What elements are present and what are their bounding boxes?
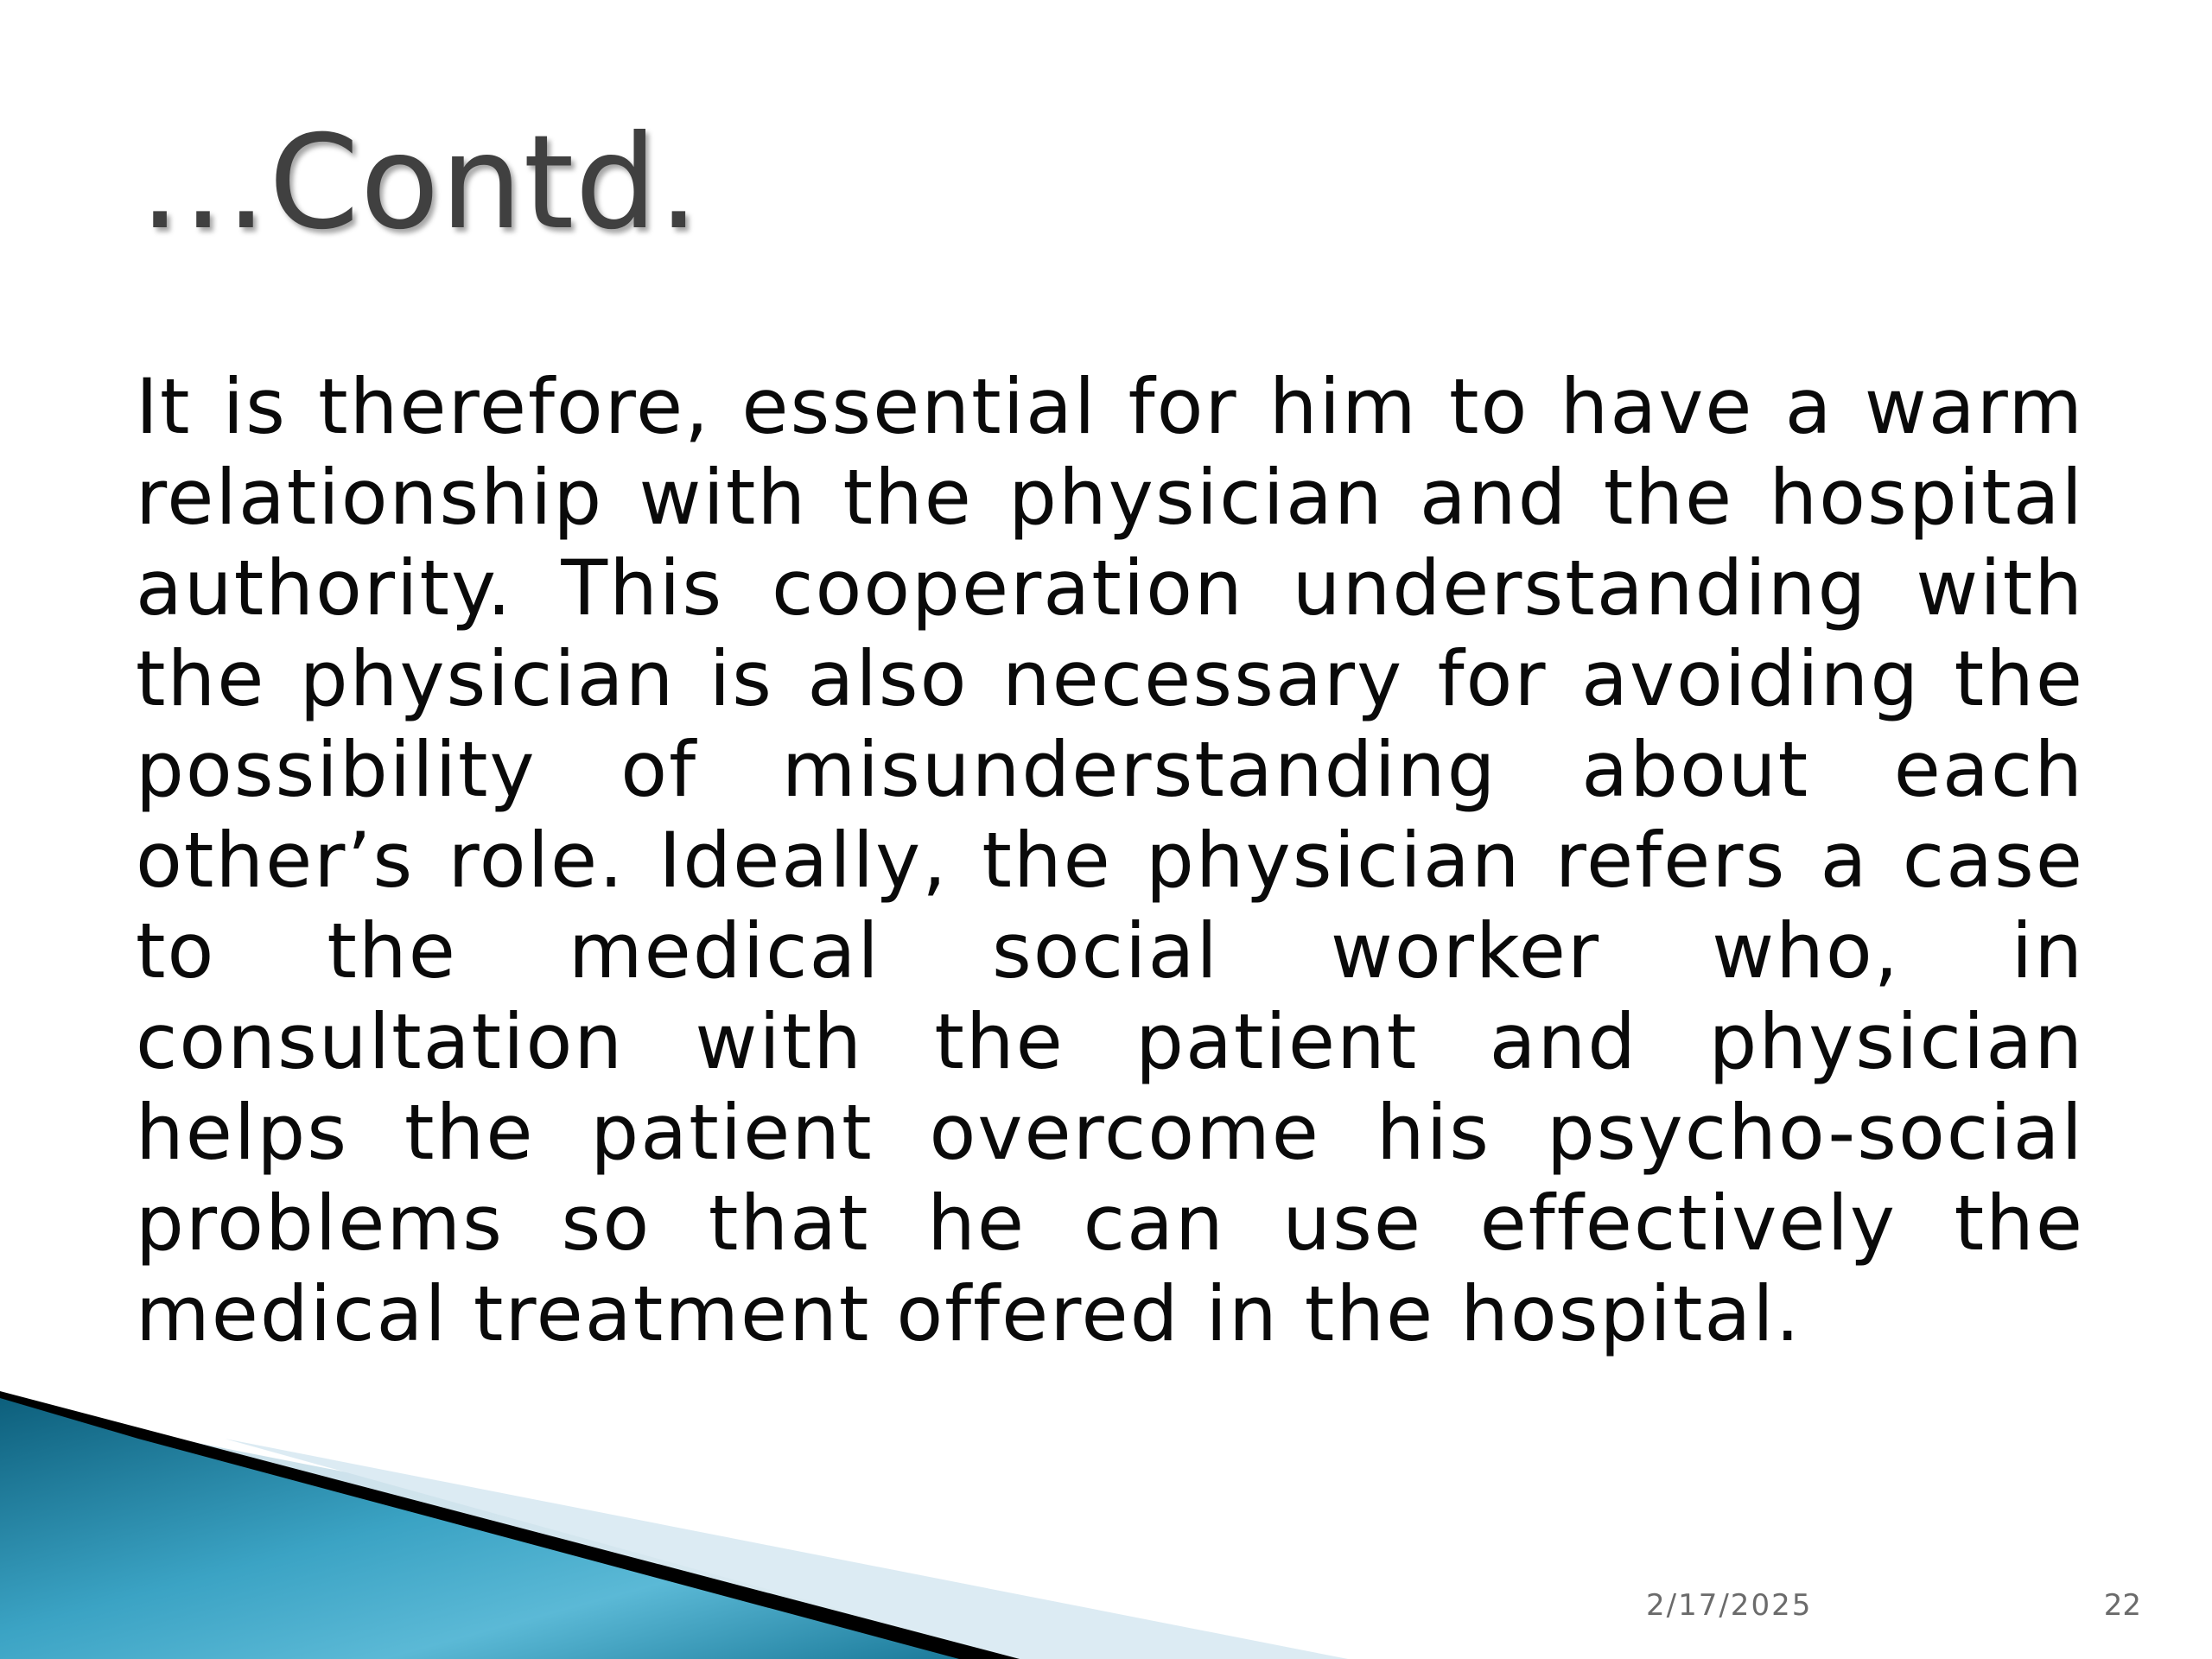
light-sweep-shape: [0, 1404, 1296, 1659]
slide-title: …Contd.: [138, 108, 701, 258]
slide-number: 22: [2103, 1588, 2141, 1623]
dark-sweep-shape: [0, 1391, 1020, 1659]
slide-body-text: It is therefore, essential for him to have a warm relationship with the physician and the hospital authority. This cooperation understanding with the physician is also necessary for avoiding the possibility of misunderstanding about each other’s role. Ideally, the physician refers a case to the medical social worker who, in consultation with the patient and physician helps the patient overcome his psycho-social problems so that he can use effectively the medical treatment offered in the hospital.: [136, 362, 2084, 1358]
light-band-shape: [225, 1439, 1348, 1659]
footer-date: 2/17/2025: [1646, 1588, 1813, 1623]
teal-block-shape: [0, 1398, 959, 1659]
